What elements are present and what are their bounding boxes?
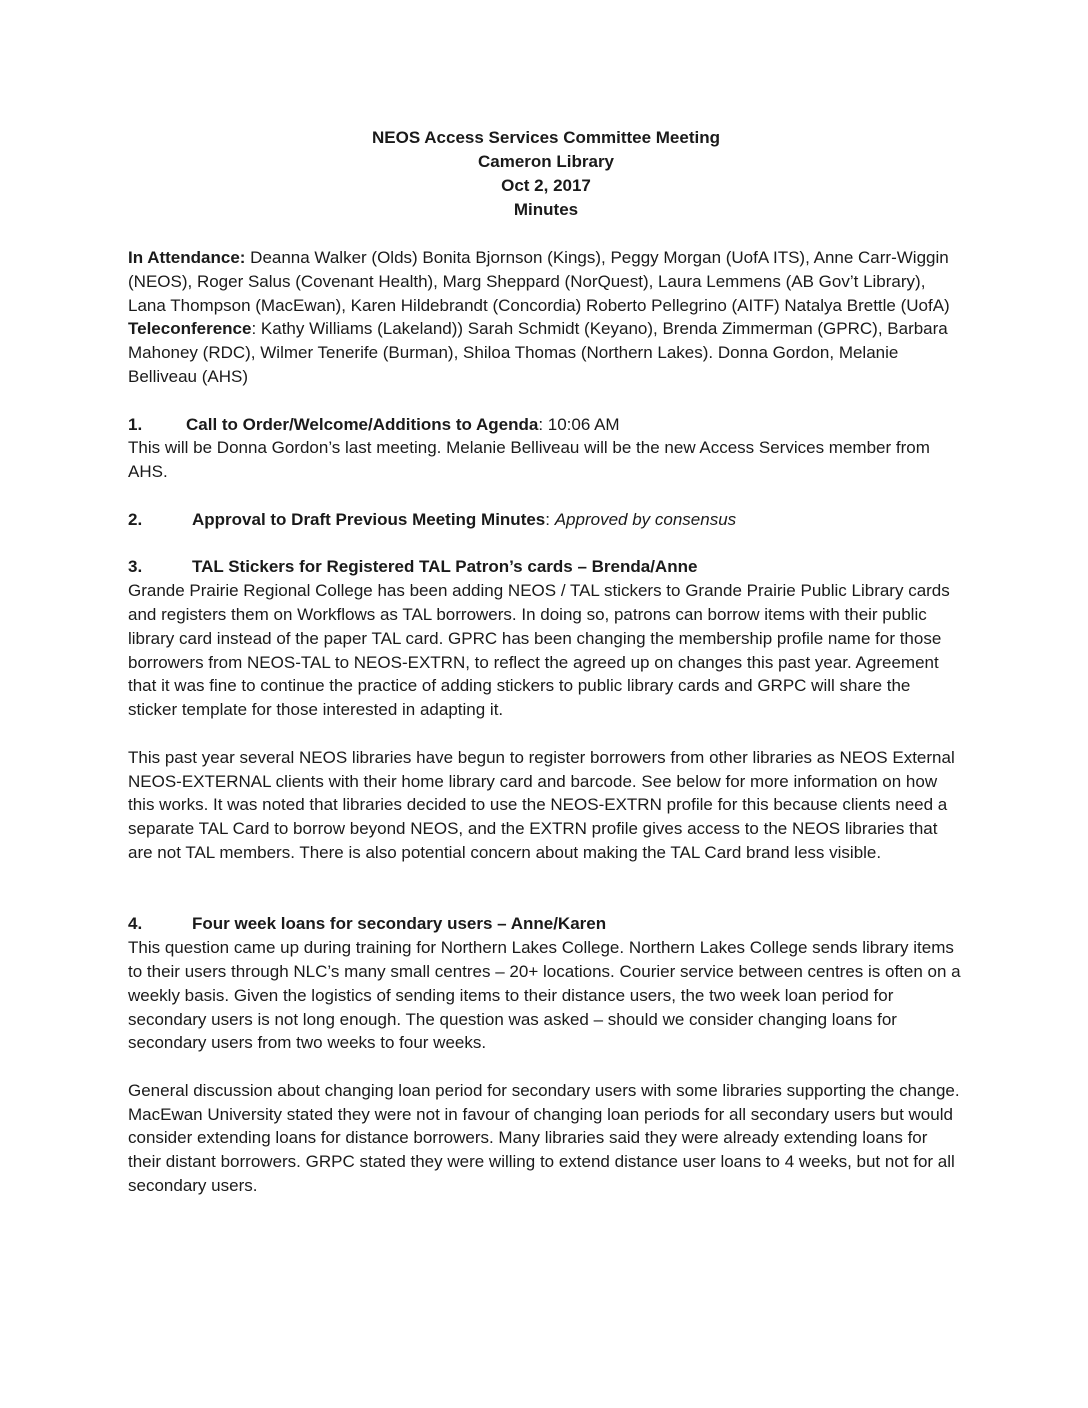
section-1-time: : 10:06 AM [538, 414, 620, 434]
meeting-date: Oct 2, 2017 [501, 176, 591, 195]
section-4-number: 4. [128, 914, 143, 934]
teleconference-paragraph [128, 317, 964, 388]
section-3-body-1: Grande Prairie Regional College has been adding NEOS / TAL stickers to Grande Prairie Public Library cards and registers them on Workflows as TAL borrowers. In doing so, patrons can borrow items with their public library card instead of the paper TAL card. GPRC has been changing the membership profile name for those borrowers from NEOS-TAL to NEOS-EXTRN, to reflect the agreed up on changes this past year. Agreement that it was fine to continue the practice of adding stickers to public library cards and GRPC will share the sticker template for those interested in adapting it. [128, 581, 950, 720]
document-page [128, 126, 964, 1198]
section-3-heading [128, 555, 964, 579]
section-2-heading [128, 508, 964, 532]
section-1-body: This will be Donna Gordon’s last meeting. Melanie Belliveau will be the new Access Services member from AHS. [128, 438, 930, 482]
teleconference-list: : Kathy Williams (Lakeland)) Sarah Schmidt (Keyano), Brenda Zimmerman (GPRC), Barbara Mahoney (RDC), Wilmer Tenerife (Burman), Shiloa Thomas (Northern Lakes). Donna Gordon, Melanie Belliveau (AHS) [128, 319, 948, 386]
document-header [128, 126, 964, 222]
section-2-title: Approval to Draft Previous Meeting Minutes [192, 509, 546, 529]
section-2-colon: : [545, 509, 555, 529]
section-2-outcome: Approved by consensus [554, 509, 737, 529]
attendance-paragraph [128, 246, 964, 317]
section-3-title: TAL Stickers for Registered TAL Patron’s cards – Brenda/Anne [192, 557, 698, 577]
meeting-title: NEOS Access Services Committee Meeting [371, 128, 720, 147]
section-2-number: 2. [128, 509, 143, 529]
section-3-number: 3. [128, 557, 143, 577]
section-4-body-2: General discussion about changing loan period for secondary users with some libraries supporting the change. MacEwan University stated they were not in favour of changing loan periods for all secondary users but would consider extending loans for distance borrowers. Many libraries said they were already extending loans for their distant borrowers. GRPC stated they were willing to extend distance user loans to 4 weeks, but not for all secondary users. [128, 1080, 960, 1196]
section-3-body-2: This past year several NEOS libraries have begun to register borrowers from other libraries as NEOS External NEOS-EXTERNAL clients with their home library card and barcode. See below for more information on how this works. It was noted that libraries decided to use the NEOS-EXTRN profile for this because clients need a separate TAL Card to borrow beyond NEOS, and the EXTRN profile gives access to the NEOS libraries that are not TAL members. There is also potential concern about making the TAL Card brand less visible. [128, 747, 955, 862]
section-4-body-1: This question came up during training for Northern Lakes College. Northern Lakes College sends library items to their users through NLC’s many small centres – 20+ locations. Courier service between centres is often on a weekly basis. Given the logistics of sending items to their distance users, the two week loan period for secondary users is not long enough. The question was asked – should we consider changing loans for secondary users from two weeks to four weeks. [128, 938, 961, 1053]
document-type: Minutes [513, 200, 579, 219]
attendance-list: Deanna Walker (Olds) Bonita Bjornson (Kings), Peggy Morgan (UofA ITS), Anne Carr-Wiggin (NEOS), Roger Salus (Covenant Health), Marg Sheppard (NorQuest), Laura Lemmens (AB Gov’t Library), Lana Thompson (MacEwan), Karen Hildebrandt (Concordia) Roberto Pellegrino (AITF) Natalya Brettle (UofA) [128, 248, 950, 315]
section-1-number: 1. [128, 414, 143, 434]
section-1-heading [128, 413, 964, 437]
section-4-title: Four week loans for secondary users – Anne/Karen [192, 914, 607, 934]
meeting-location: Cameron Library [477, 152, 615, 171]
section-1-title: Call to Order/Welcome/Additions to Agenda [186, 414, 539, 434]
section-4-heading [128, 912, 964, 936]
attendance-label: In Attendance: [128, 248, 246, 267]
teleconference-label: Teleconference [128, 319, 252, 339]
